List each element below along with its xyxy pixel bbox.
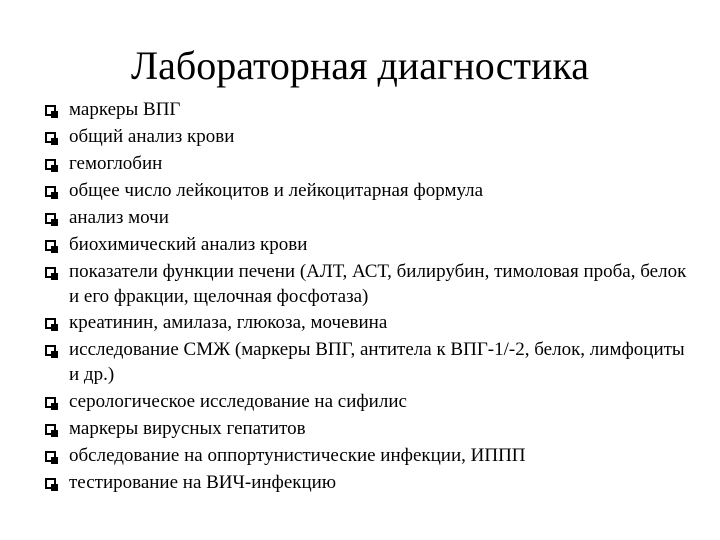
- list-item: [45, 233, 695, 258]
- list-item-text: анализ мочи: [69, 206, 169, 228]
- list-item-text: показатели функции печени (АЛТ, АСТ, билирубин, тимоловая проба, белок и его фракции, щелочная фосфотаза): [69, 260, 687, 307]
- bullet-list: [45, 98, 695, 498]
- checkbox-bullet-icon: [45, 267, 56, 278]
- list-item-text: гемоглобин: [69, 152, 163, 174]
- checkbox-bullet-icon: [45, 105, 56, 116]
- list-item-text: маркеры ВПГ: [69, 99, 181, 120]
- list-item-text: общее число лейкоцитов и лейкоцитарная формула: [69, 179, 484, 201]
- list-item-text: биохимический анализ крови: [69, 233, 308, 255]
- checkbox-bullet-icon: [45, 159, 56, 170]
- checkbox-bullet-icon: [45, 213, 56, 224]
- list-item: [45, 417, 695, 442]
- list-item-text: маркеры вирусных гепатитов: [69, 418, 306, 440]
- list-item: [45, 98, 695, 123]
- list-item: [45, 471, 695, 496]
- list-item: [45, 179, 695, 204]
- list-item: [45, 152, 695, 177]
- list-item-text: общий анализ крови: [69, 125, 235, 147]
- checkbox-bullet-icon: [45, 240, 56, 251]
- checkbox-bullet-icon: [45, 345, 56, 356]
- list-item-text: исследование СМЖ (маркеры ВПГ, антитела к ВПГ-1/-2, белок, лимфоциты и др.): [69, 339, 685, 386]
- list-item: [45, 390, 695, 415]
- list-item: [45, 338, 695, 387]
- list-item-text: серологическое исследование на сифилис: [69, 391, 407, 413]
- checkbox-bullet-icon: [45, 424, 56, 435]
- list-item: [45, 444, 695, 469]
- checkbox-bullet-icon: [45, 318, 56, 329]
- list-item: [45, 311, 695, 336]
- checkbox-bullet-icon: [45, 451, 56, 462]
- checkbox-bullet-icon: [45, 478, 56, 489]
- checkbox-bullet-icon: [45, 132, 56, 143]
- list-item: [45, 260, 695, 309]
- checkbox-bullet-icon: [45, 397, 56, 408]
- list-item-text: креатинин, амилаза, глюкоза, мочевина: [69, 312, 388, 334]
- list-item: [45, 125, 695, 150]
- list-item: [45, 206, 695, 231]
- list-item-text: обследование на оппортунистические инфекции, ИППП: [69, 445, 526, 467]
- slide-title: Лабораторная диагностика: [130, 43, 589, 88]
- list-item-text: тестирование на ВИЧ-инфекцию: [69, 472, 337, 493]
- checkbox-bullet-icon: [45, 186, 56, 197]
